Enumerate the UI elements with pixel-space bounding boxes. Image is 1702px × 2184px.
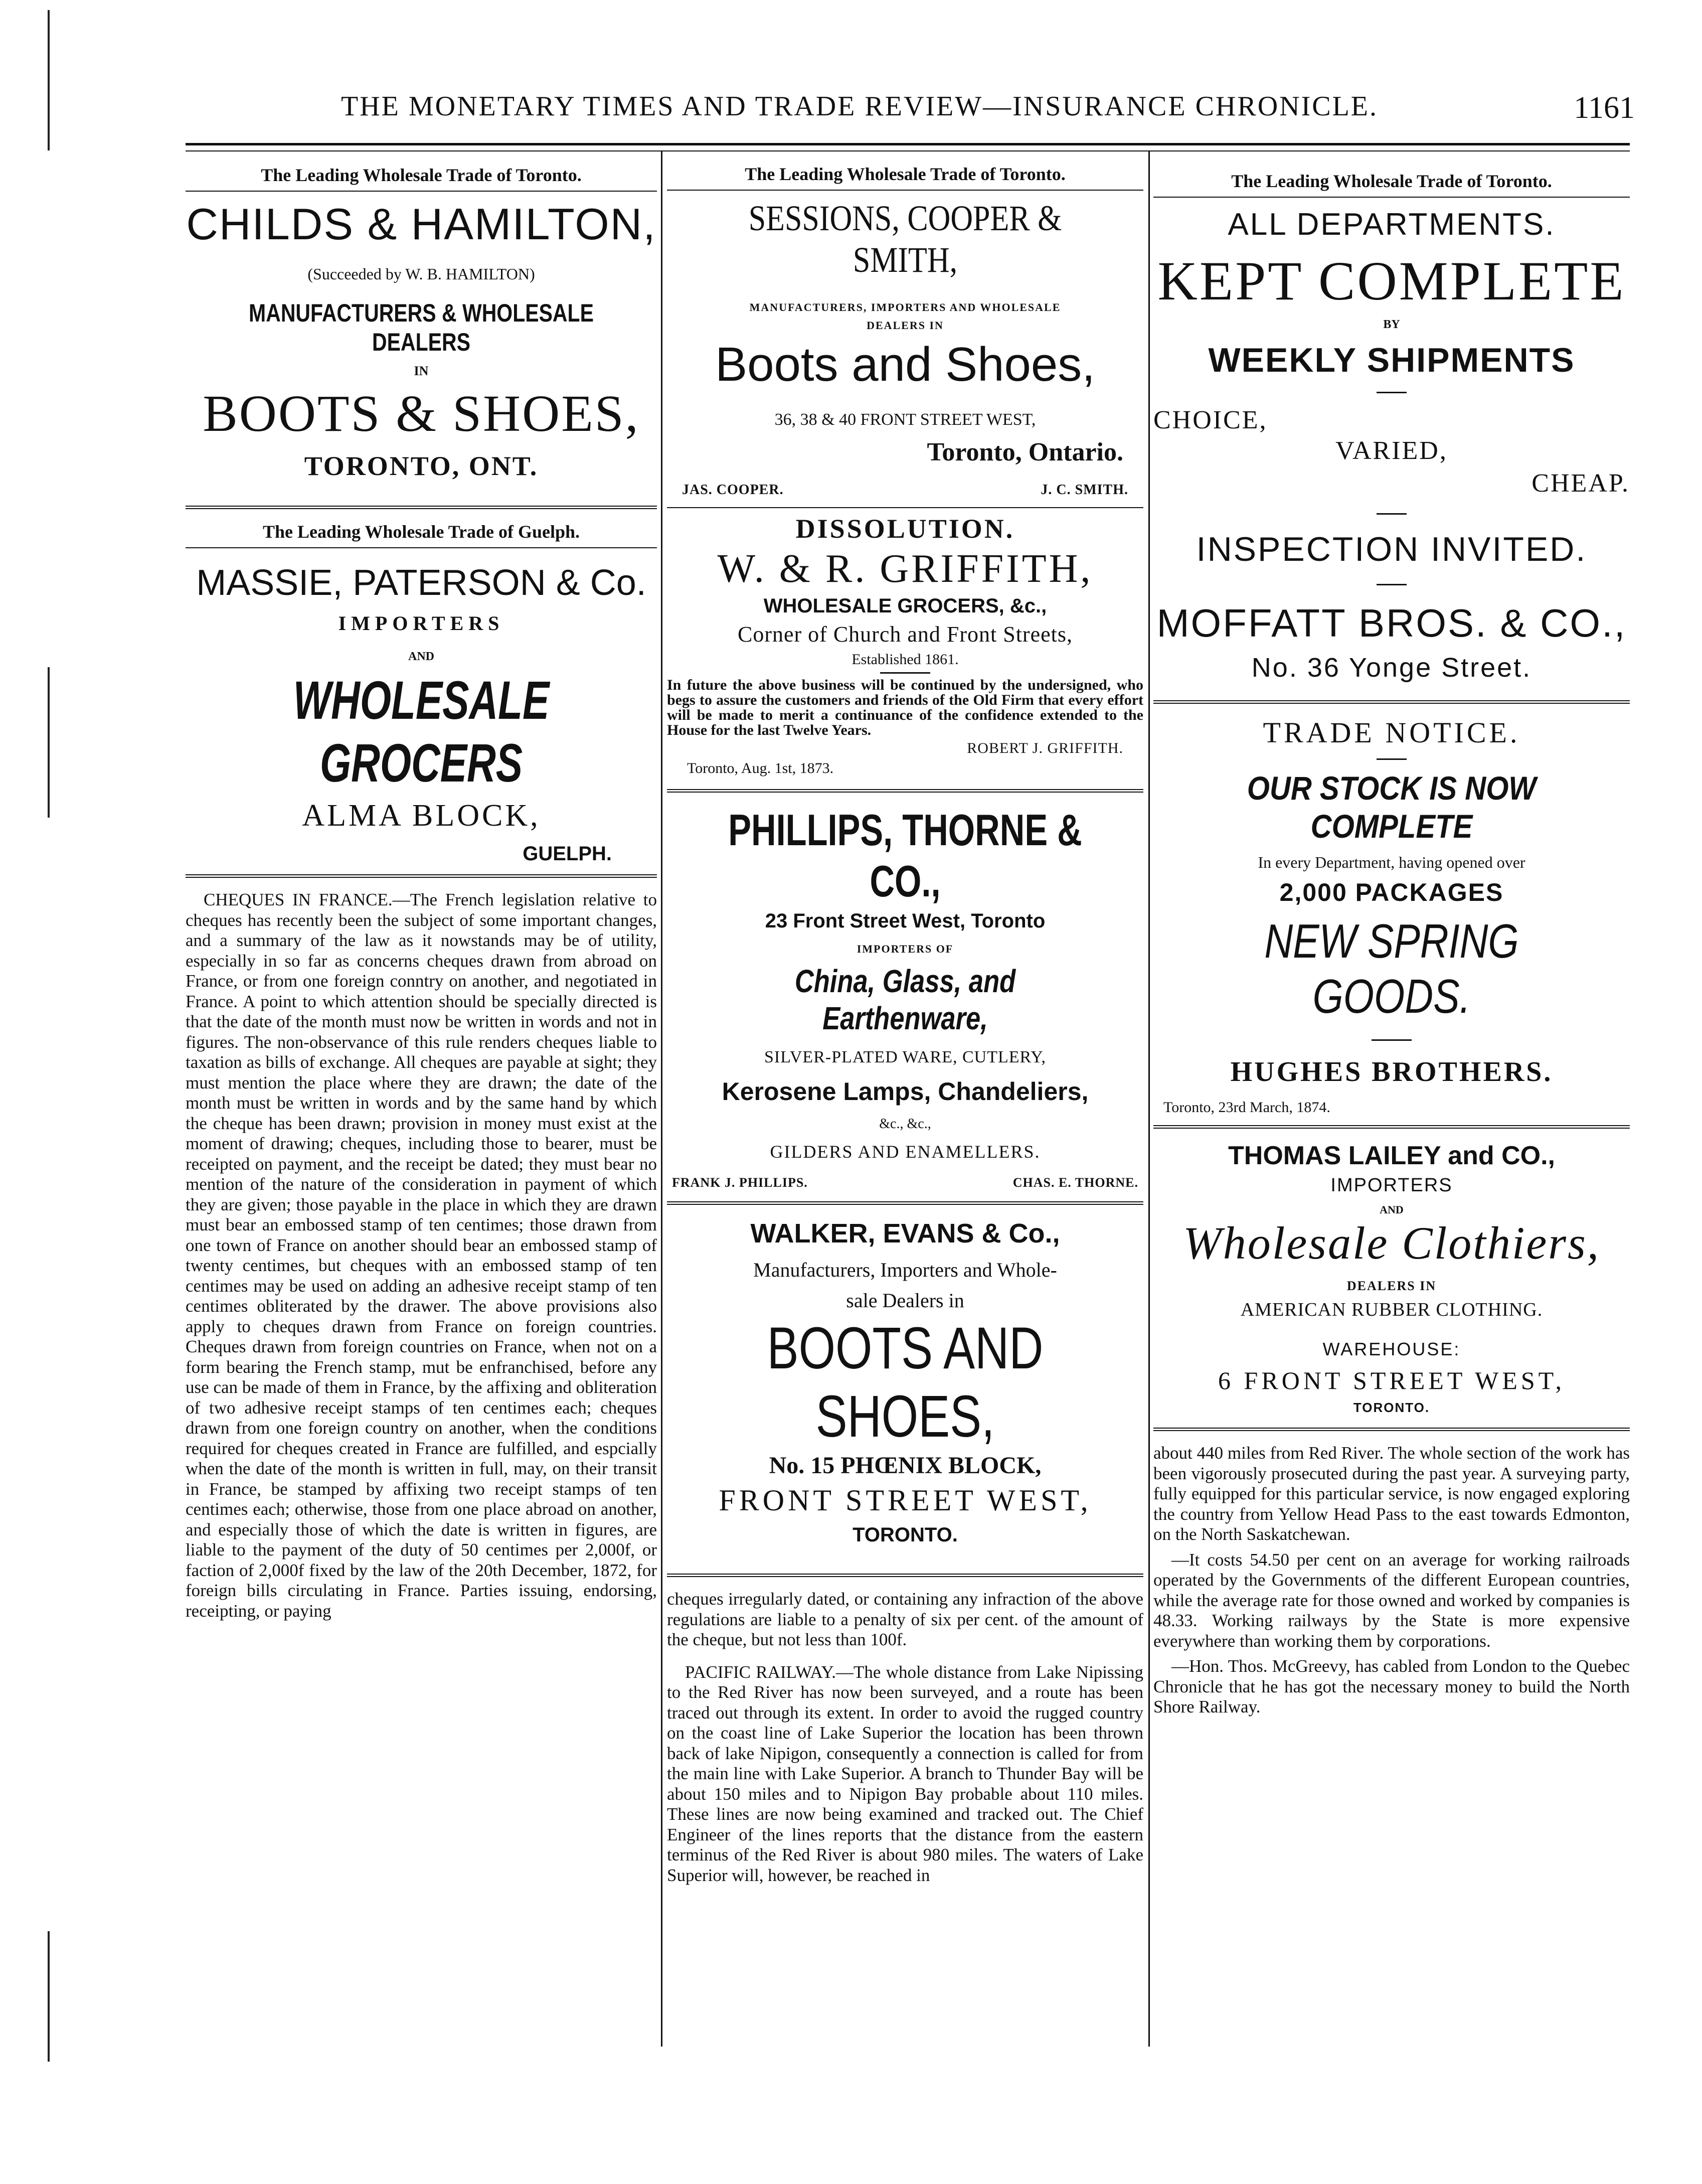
ad-line2: KEPT COMPLETE <box>1157 250 1626 311</box>
article-railway-notes <box>1153 1443 1630 1718</box>
divider <box>880 672 930 674</box>
divider <box>186 874 657 881</box>
ad-product: BOOTS AND SHOES, <box>767 1315 1044 1450</box>
ad-sessions-cooper-smith <box>667 164 1143 498</box>
article-pacific-railway <box>667 1589 1143 1886</box>
ad-importers: IMPORTERS <box>338 612 504 635</box>
ad-established: Established 1861. <box>852 651 959 668</box>
ad-and: AND <box>1380 1203 1404 1216</box>
ad-line <box>667 963 1143 1037</box>
ad-line <box>667 805 1143 907</box>
ad-goods: NEW SPRING GOODS. <box>1264 914 1519 1023</box>
ad-address: 23 Front Street West, Toronto <box>765 910 1046 932</box>
ad-partner-left: FRANK J. PHILLIPS. <box>672 1175 808 1190</box>
ad-date: Toronto, Aug. 1st, 1873. <box>687 760 834 776</box>
divider <box>186 191 657 192</box>
ad-firm-name: SESSIONS, COOPER & SMITH, <box>748 198 1062 280</box>
ad-firm-name: MASSIE, PATERSON & Co. <box>196 563 646 603</box>
ad-place: TORONTO, ONT. <box>304 451 539 481</box>
ad-line2: DEALERS IN <box>867 319 944 332</box>
ad-importers: IMPORTERS <box>1330 1175 1453 1196</box>
ad-line <box>667 1314 1143 1451</box>
divider <box>1153 1428 1630 1434</box>
ad-firm-name: MOFFATT BROS. & CO., <box>1156 601 1627 645</box>
divider <box>1153 700 1630 707</box>
ad-line <box>1153 914 1630 1024</box>
ad-town: GUELPH. <box>523 843 612 865</box>
ad-partner-right: CHAS. E. THORNE. <box>1012 1175 1138 1190</box>
ad-line <box>1153 769 1630 845</box>
ad-cheap: CHEAP. <box>1531 469 1630 498</box>
column-2 <box>667 155 1143 1891</box>
column-divider <box>1148 150 1150 2047</box>
ad-tag: The Leading Wholesale Trade of Toronto. <box>1231 171 1552 191</box>
ad-line3: GILDERS AND ENAMELLERS. <box>770 1142 1041 1162</box>
ad-firm-name: THOMAS LAILEY and CO., <box>1228 1141 1555 1170</box>
ad-and: AND <box>408 650 434 663</box>
article-cheques-in-france <box>186 890 657 1621</box>
ad-tag: The Leading Wholesale Trade of Guelph. <box>262 522 580 542</box>
article-continuation: cheques irregularly dated, or containing any infraction of the above regulations are liable to a penalty of six per cent. of the amount of the cheque, but not less than 100f. <box>667 1589 1143 1649</box>
ad-massie-paterson <box>186 521 657 865</box>
ad-hughes-brothers <box>1153 716 1630 1116</box>
ad-line1: MANUFACTURERS, IMPORTERS AND WHOLESALE <box>749 301 1061 314</box>
ad-line2: In every Department, having opened over <box>1258 853 1525 871</box>
ad-walker-evans <box>667 1218 1143 1546</box>
ad-firm-name: HUGHES BROTHERS. <box>1230 1056 1553 1087</box>
column-1 <box>186 155 657 1626</box>
ad-warehouse: WAREHOUSE: <box>1322 1339 1461 1359</box>
ad-rubber: AMERICAN RUBBER CLOTHING. <box>1240 1299 1543 1320</box>
ad-line2: sale Dealers in <box>846 1289 964 1312</box>
ad-by: BY <box>1383 318 1400 331</box>
ad-firm-name: WALKER, EVANS & Co., <box>750 1218 1060 1249</box>
divider <box>1153 1125 1630 1132</box>
margin-mark <box>48 1931 50 2062</box>
ad-partners <box>667 1175 1143 1190</box>
ad-in: IN <box>414 364 429 378</box>
article-paragraph: —It costs 54.50 per cent on an average for working railroads operated by the Governments of the different European countries, while the average rate for those owned and worked by companies is 48.33. Working railways by the State is more expensive everywhere than working them by corporations. <box>1153 1549 1630 1651</box>
ad-phillips-thorne <box>667 805 1143 1190</box>
divider <box>667 1574 1143 1580</box>
page-header <box>181 80 1635 140</box>
ad-choice: CHOICE, <box>1153 406 1268 434</box>
ad-line1: SILVER-PLATED WARE, CUTLERY, <box>764 1048 1046 1066</box>
ad-product-text: WHOLESALE GROCERS <box>293 670 550 793</box>
ad-line1: Manufacturers, Importers and Whole- <box>753 1259 1057 1281</box>
ad-importers: IMPORTERS OF <box>857 943 954 955</box>
ad-date: Toronto, 23rd March, 1874. <box>1163 1099 1330 1116</box>
ad-block: ALMA BLOCK, <box>302 799 541 833</box>
ad-w-r-griffith <box>667 513 1143 777</box>
divider <box>667 507 1143 508</box>
ad-line1: ALL DEPARTMENTS. <box>1228 207 1556 242</box>
ad-text: In future the above business will be continued by the undersigned, who begs to assure the customers and friends of the Old Firm that every effort will be made to merit a continuance of the confidence extended to the House for the last Twelve Years. <box>667 677 1143 738</box>
article-paragraph <box>186 890 657 1621</box>
article-heading: CHEQUES IN FRANCE. <box>204 890 393 909</box>
ad-address: 36, 38 & 40 FRONT STREET WEST, <box>774 410 1036 429</box>
ad-partner-left: JAS. COOPER. <box>682 482 784 498</box>
article-heading: PACIFIC RAILWAY. <box>685 1662 836 1682</box>
divider <box>667 190 1143 191</box>
ad-address: No. 36 Yonge Street. <box>1251 653 1532 683</box>
margin-mark <box>48 10 50 150</box>
ad-packages: 2,000 PACKAGES <box>1279 878 1504 906</box>
ad-firm-name: W. & R. GRIFFITH, <box>717 547 1093 591</box>
ad-notice: TRADE NOTICE. <box>1263 716 1520 749</box>
margin-mark <box>48 667 50 818</box>
ad-varied: VARIED, <box>1335 436 1448 465</box>
ad-product: BOOTS & SHOES, <box>203 385 640 442</box>
ad-line <box>667 198 1143 281</box>
ad-city: TORONTO. <box>853 1524 958 1546</box>
ad-moffatt-bros <box>1153 171 1630 683</box>
ad-product: China, Glass, and Earthenware, <box>794 963 1016 1036</box>
divider <box>667 1201 1143 1208</box>
publication-title: THE MONETARY TIMES AND TRADE REVIEW—INSURANCE CHRONICLE. <box>341 91 1379 122</box>
ad-line1: WHOLESALE GROCERS, &c., <box>763 595 1047 617</box>
ad-firm-name: CHILDS & HAMILTON, <box>186 199 656 249</box>
ad-city: TORONTO. <box>1353 1400 1430 1415</box>
ad-childs-hamilton <box>186 165 657 482</box>
ad-thomas-lailey <box>1153 1141 1630 1416</box>
ad-line2: Kerosene Lamps, Chandeliers, <box>722 1077 1089 1106</box>
divider <box>1377 758 1407 760</box>
ad-product <box>186 669 657 794</box>
ad-partner-right: J. C. SMITH. <box>1041 482 1128 498</box>
article-paragraph: —Hon. Thos. McGreevy, has cabled from London to the Quebec Chronicle that he has got the necessary money to build the North Shore Railway. <box>1153 1656 1630 1717</box>
article-text: —The whole distance from Lake Nipissing to the Red River has now been surveyed, and a route has been traced out through its extent. In order to avoid the rugged country on the coast line of Lake Superior the location has been thrown back of lake Nipigon, consequently a connection is called for from the main line with Lake Superior. A branch to Thunder Bay will be about 150 miles and to Nipigon Bay probable about 110 miles. These lines are now being examined and tracked out. The Chief Engineer of the lines reports that the distance from the eastern terminus of the Red River is about 980 miles. The waters of Lake Superior will, however, be reached in <box>667 1662 1143 1885</box>
article-text: —The French legislation relative to cheques has recently been the subject of some important changes, and a summary of the law as it nowstands may be of utility, especially in so far as concerns cheques drawn from abroad on France, or from one foreign conntry on another, and negotiated in France. A point to which attention should be specially directed is that the date of the month must now be written in words and not in figures. The non-observance of this rule renders cheques liable to taxation as bills of exchange. All cheques are payable at sight; they must mention the place where they are drawn; the date of the month must be written in words and by the same hand by which the cheque has been drawn; provision in money must exist at the moment of drawing; cheques, including those to bearer, must be receipted on payment, and the receipt be dated; they must bear no mention of the nature of the consideration in payment of which they are given; those payable in the place in which they are drawn must bear an embossed stamp of ten centimes; those drawn from one town of France on another should bear an embossed stamp of twenty centimes, but cheques with an embossed stamp of ten centimes may be used on adding an adhesive receipt stamp of ten centimes obliterated by the drawer. The above provisions also apply to cheques drawn from France on foreign countries. Cheques drawn from foreign countries on France, when not on a form bearing the French stamp, mut be enfranchised, before any use can be made of them in France, by the affixing and obliteration of two adhesive receipt stamps of ten centimes each; cheques drawn from one foreign country on another, when the conditions required for cheques created in France are fulfilled, and espcially when the date of the month is written in full, may, on their transit in France, be stamped by affixing two receipt stamps of ten centimes each; otherwise, those from one place abroad on another, and especially those of which the date is written in figures, are liable to the payment of the duty of 50 centimes per 2,000f, or faction of 2,000f fixed by the law of the 20th December, 1872, for foreign bills circulating in France. Parties issuing, endorsing, receipting, or paying <box>186 890 657 1621</box>
ad-line <box>186 298 657 357</box>
ad-line1: OUR STOCK IS NOW COMPLETE <box>1247 769 1537 845</box>
ad-dealers: DEALERS IN <box>1346 1279 1437 1293</box>
ad-tag: The Leading Wholesale Trade of Toronto. <box>261 165 582 185</box>
divider <box>1377 392 1407 393</box>
divider <box>667 789 1143 796</box>
ad-firm-name: PHILLIPS, THORNE & CO., <box>728 805 1082 906</box>
ad-corner: Corner of Church and Front Streets, <box>738 622 1073 647</box>
ad-signer: ROBERT J. GRIFFITH. <box>967 740 1123 756</box>
ad-product: Boots and Shoes, <box>715 338 1095 391</box>
divider <box>1153 197 1630 198</box>
ad-inspection: INSPECTION INVITED. <box>1196 530 1587 568</box>
ad-tag: The Leading Wholesale Trade of Toronto. <box>745 164 1066 184</box>
column-3 <box>1153 155 1630 1723</box>
divider <box>1372 1039 1412 1041</box>
ad-notice: DISSOLUTION. <box>795 514 1015 544</box>
header-rule <box>186 150 1630 151</box>
divider <box>1377 584 1407 585</box>
ad-succeeded: (Succeeded by W. B. HAMILTON) <box>307 265 535 283</box>
divider <box>186 547 657 548</box>
ad-line-text: MANUFACTURERS & WHOLESALE DEALERS <box>249 299 594 356</box>
ad-street: FRONT STREET WEST, <box>719 1484 1092 1517</box>
ad-city: Toronto, Ontario. <box>927 438 1123 466</box>
column-divider <box>661 150 662 2047</box>
ad-line3: WEEKLY SHIPMENTS <box>1208 341 1575 379</box>
divider <box>1377 513 1407 515</box>
divider <box>186 506 657 512</box>
article-paragraph: about 440 miles from Red River. The whole section of the work has been vigorously prosecuted during the past year. A surveying party, fully equipped for this particular service, is now engaged exploring the country from Yellow Head Pass to the east towards Edmonton, on the North Saskatchewan. <box>1153 1443 1630 1544</box>
ad-block: No. 15 PHŒNIX BLOCK, <box>769 1452 1042 1479</box>
ad-partners <box>667 482 1143 498</box>
ad-etc: &c., &c., <box>879 1116 931 1132</box>
article-paragraph <box>667 1662 1143 1886</box>
ad-product: Wholesale Clothiers, <box>1183 1217 1600 1269</box>
header-rule <box>186 143 1630 145</box>
ad-street: 6 FRONT STREET WEST, <box>1218 1366 1565 1394</box>
page-number: 1161 <box>1574 91 1635 125</box>
